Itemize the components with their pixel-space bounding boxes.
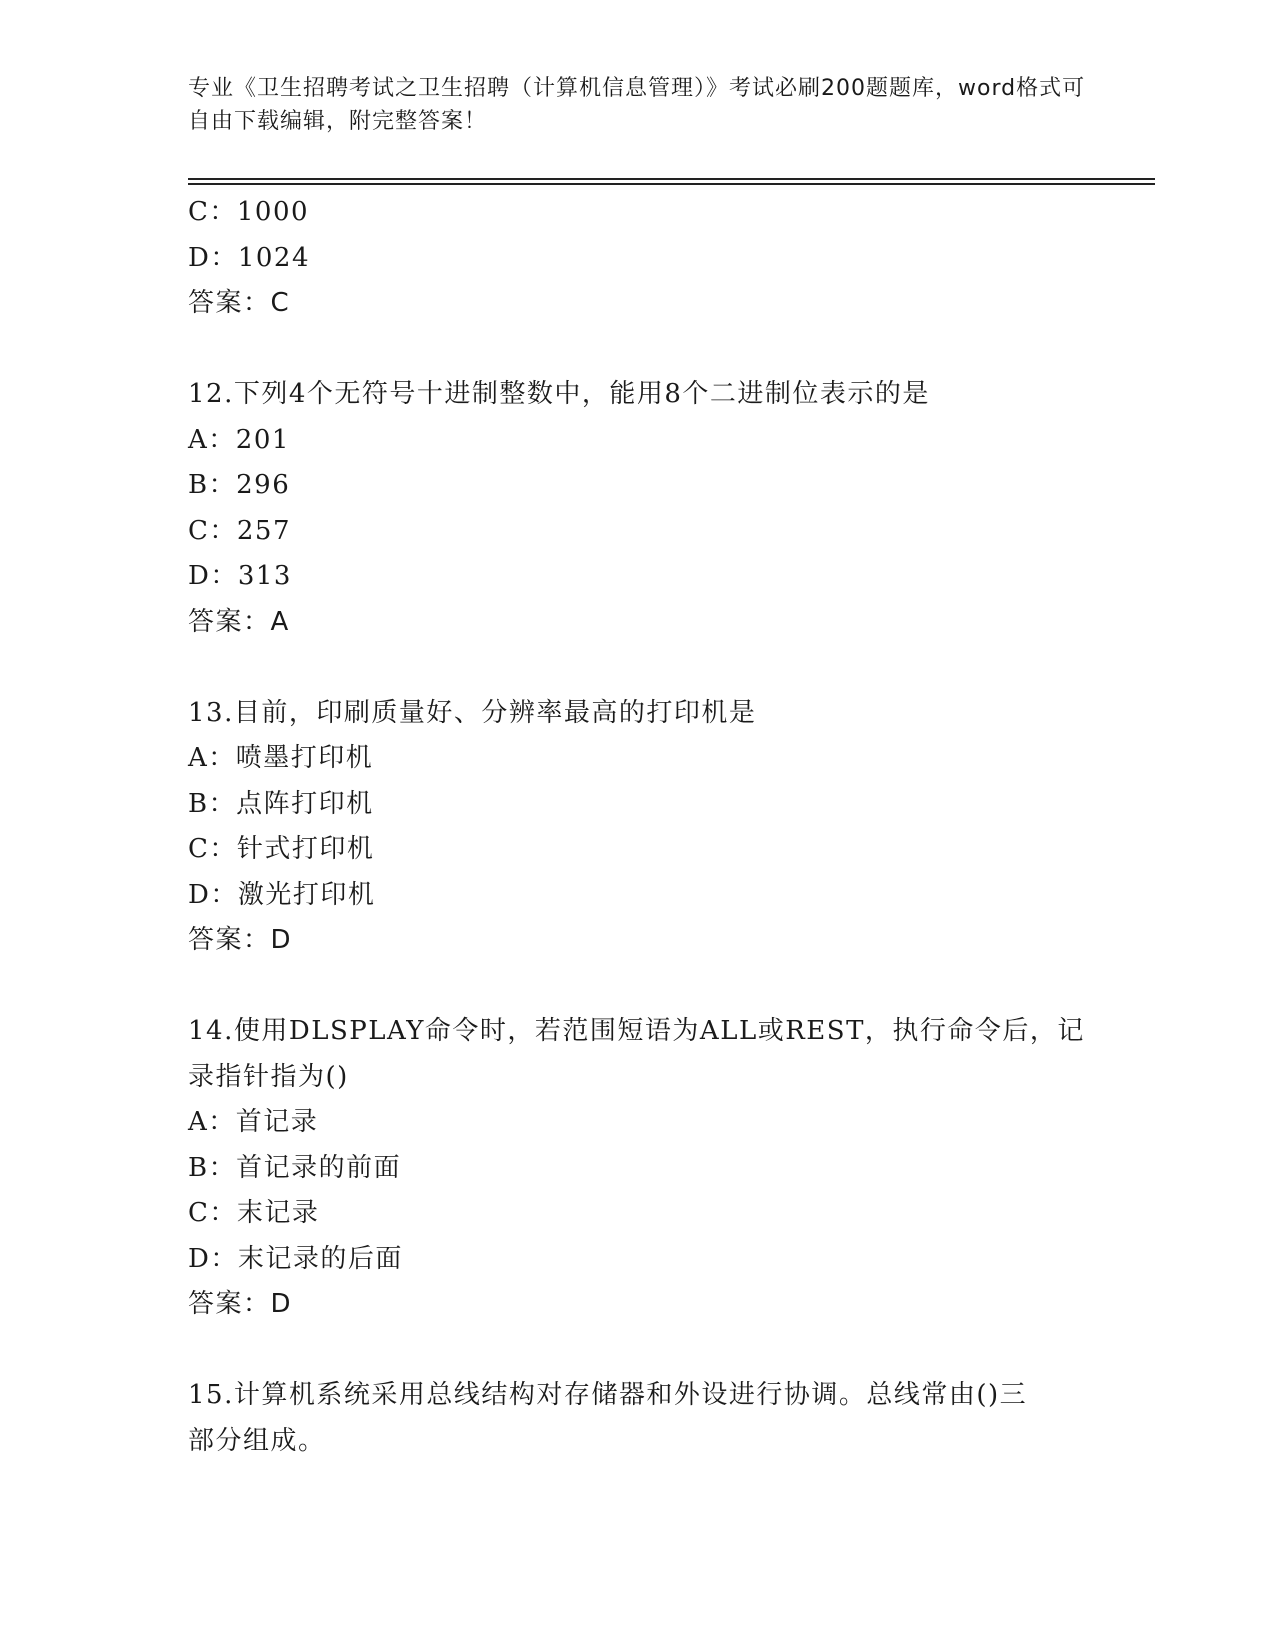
answer-line: 答案：A [188,606,290,637]
header-rule-top [188,178,1155,180]
question-text-line-2: 录指针指为() [188,1061,349,1092]
question-text-line-2: 部分组成。 [188,1425,326,1456]
question-11 [188,190,1128,327]
option-c: C：1000 [188,197,310,227]
spacer [188,964,1128,1010]
question-text-line-1: 14.使用DLSPLAY命令时，若范围短语为ALL或REST，执行命令后，记 [188,1016,1085,1046]
option-b: B：点阵打印机 [188,788,374,819]
question-15 [188,1373,1128,1464]
option-a: A：喷墨打印机 [188,743,374,773]
option-c: C：针式打印机 [188,834,375,864]
question-text: 12.下列4个无符号十进制整数中，能用8个二进制位表示的是 [188,379,930,409]
question-14 [188,1009,1128,1328]
spacer [188,327,1128,373]
question-content [188,190,1128,1464]
option-d: D：末记录的后面 [188,1243,403,1274]
question-13 [188,691,1128,964]
option-d: D：激光打印机 [188,879,376,910]
answer-line: 答案：C [188,288,291,318]
option-d: D：313 [188,561,292,591]
option-a: A：首记录 [188,1107,319,1137]
spacer [188,645,1128,691]
answer-line: 答案：D [188,925,293,955]
question-12 [188,372,1128,645]
spacer [188,1328,1128,1374]
header-rule-bottom [188,183,1155,185]
question-text: 13.目前，印刷质量好、分辨率最高的打印机是 [188,697,757,728]
document-header: 专业《卫生招聘考试之卫生招聘（计算机信息管理）》考试必刷200题题库，word格式可自由下载编辑，附完整答案！ [188,76,1086,134]
answer-line: 答案：D [188,1289,293,1319]
option-d: D：1024 [188,242,311,273]
option-a: A：201 [188,424,290,455]
option-b: B：首记录的前面 [188,1152,402,1183]
option-b: B：296 [188,470,291,500]
option-c: C：257 [188,515,292,546]
option-c: C：末记录 [188,1198,320,1228]
question-text-line-1: 15.计算机系统采用总线结构对存储器和外设进行协调。总线常由()三 [188,1380,1028,1410]
